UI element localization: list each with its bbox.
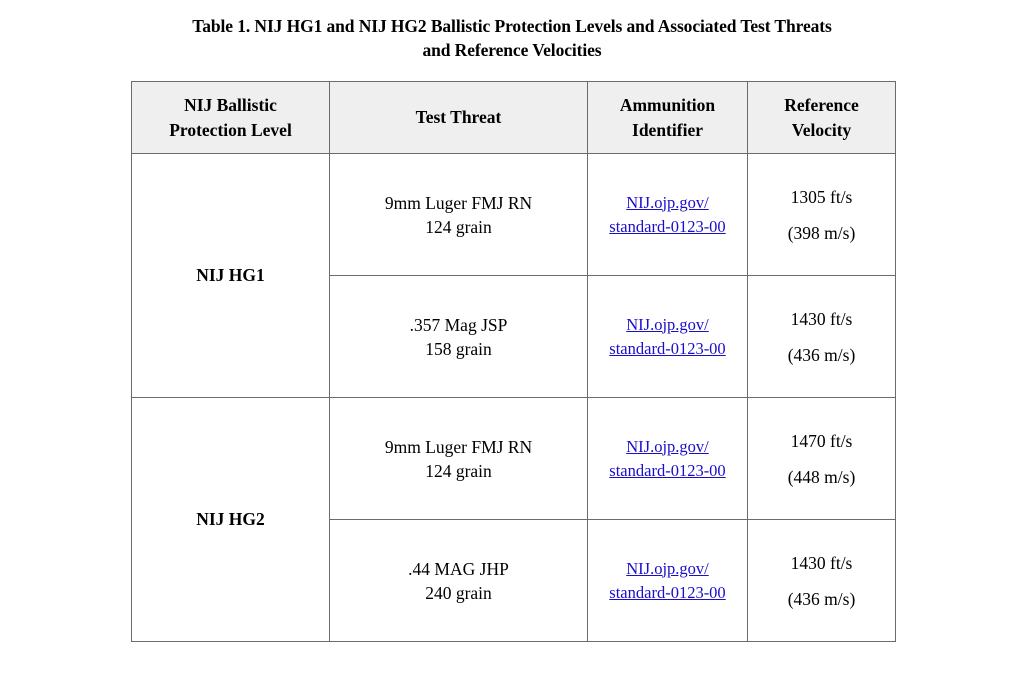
- ballistic-levels-table: [131, 81, 896, 642]
- caption-line-1: Table 1. NIJ HG1 and NIJ HG2 Ballistic Protection Levels and Associated Test Threats: [192, 16, 832, 36]
- ammunition-identifier-link[interactable]: NIJ.ojp.gov/ standard-0123-00: [609, 192, 726, 236]
- reference-velocity-cell: 1470 ft/s (448 m/s): [748, 398, 896, 520]
- table-row: [132, 154, 896, 276]
- test-threat-cell: .357 Mag JSP 158 grain: [330, 276, 588, 398]
- reference-velocity-cell: 1430 ft/s (436 m/s): [748, 520, 896, 642]
- reference-velocity-cell: 1305 ft/s (398 m/s): [748, 154, 896, 276]
- header-row: [132, 82, 896, 154]
- header-reference-velocity: Reference Velocity: [748, 82, 896, 154]
- reference-velocity-cell: 1430 ft/s (436 m/s): [748, 276, 896, 398]
- ammunition-identifier-cell: [588, 520, 748, 642]
- test-threat-cell: 9mm Luger FMJ RN 124 grain: [330, 154, 588, 276]
- test-threat-cell: .44 MAG JHP 240 grain: [330, 520, 588, 642]
- ammunition-identifier-cell: [588, 154, 748, 276]
- header-test-threat: Test Threat: [330, 82, 588, 154]
- ammunition-identifier-cell: [588, 276, 748, 398]
- header-ammunition-identifier: Ammunition Identifier: [588, 82, 748, 154]
- caption-line-2: and Reference Velocities: [422, 40, 602, 60]
- ammunition-identifier-cell: [588, 398, 748, 520]
- table-row: [132, 398, 896, 520]
- table-caption: [0, 14, 1024, 62]
- ammunition-identifier-link[interactable]: NIJ.ojp.gov/ standard-0123-00: [609, 558, 726, 602]
- test-threat-cell: 9mm Luger FMJ RN 124 grain: [330, 398, 588, 520]
- ammunition-identifier-link[interactable]: NIJ.ojp.gov/ standard-0123-00: [609, 314, 726, 358]
- header-protection-level: NIJ Ballistic Protection Level: [132, 82, 330, 154]
- ammunition-identifier-link[interactable]: NIJ.ojp.gov/ standard-0123-00: [609, 436, 726, 480]
- protection-level-cell: NIJ HG2: [132, 398, 330, 642]
- protection-level-cell: NIJ HG1: [132, 154, 330, 398]
